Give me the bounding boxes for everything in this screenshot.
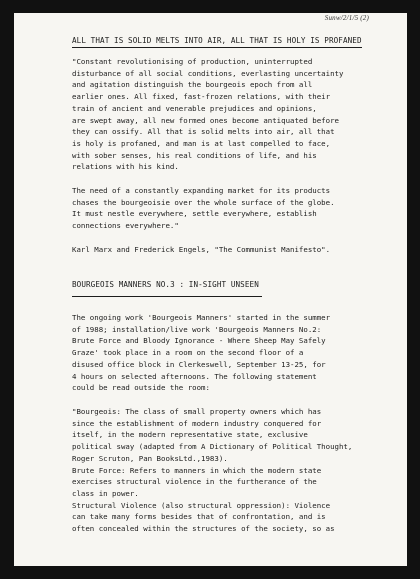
heading-2-underline: [72, 296, 262, 297]
text-line: exercises structural violence in the furtherance of the: [72, 477, 317, 487]
text-line: relations with his kind.: [72, 162, 179, 172]
text-line: The ongoing work 'Bourgeois Manners' started in the summer: [72, 313, 331, 322]
text-line: earlier ones. All fixed, fast-frozen relations, with their: [72, 92, 331, 102]
text-line: could be read outside the room:: [72, 383, 210, 393]
heading-1-underline: [72, 47, 362, 48]
text-line: they can ossify. All that is solid melts into air, all that: [72, 127, 335, 137]
text-line: is holy is profaned, and man is at last compelled to face,: [72, 138, 331, 148]
text-line: itself, in the modern representative state, exclusive: [72, 430, 308, 440]
text-line: The need of a constantly expanding market for its products: [72, 186, 331, 195]
text-line: connections everywhere.": [72, 221, 179, 231]
text-line: with sober senses, his real conditions of life, and his: [72, 150, 317, 160]
text-line: 4 hours on selected afternoons. The following statement: [72, 371, 317, 381]
text-line: can take many forms besides that of confrontation, and is: [72, 512, 326, 522]
text-line: often concealed within the structures of the society, so as: [72, 524, 335, 533]
text-line: Graze' took place in a room on the second floor of a: [72, 348, 304, 358]
text-line: chases the bourgeoisie over the whole surface of the globe.: [72, 197, 335, 207]
text-line: disturbance of all social conditions, everlasting uncertainty: [72, 68, 344, 78]
text-line: political sway (adapted from A Dictionary of Political Thought,: [72, 442, 353, 452]
quote-attribution: Karl Marx and Frederick Engels, "The Communist Manifesto".: [72, 245, 331, 254]
text-line: since the establishment of modern industry conquered for: [72, 418, 322, 428]
text-line: and agitation distinguish the bourgeois epoch from all: [72, 80, 313, 90]
text-line: of 1988; installation/live work 'Bourgeois Manners No.2:: [72, 324, 322, 334]
text-line: class in power.: [72, 488, 139, 498]
document-page: [14, 13, 407, 566]
text-line: It must nestle everywhere, settle everywhere, establish: [72, 209, 317, 219]
text-line: "Constant revolutionising of production, uninterrupted: [72, 57, 313, 66]
text-line: Structural Violence (also structural oppression): Violence: [72, 500, 331, 510]
text-line: train of ancient and venerable prejudices and opinions,: [72, 103, 317, 113]
text-line: "Bourgeois: The class of small property owners which has: [72, 407, 322, 416]
text-line: disused office block in Clerkeswell, September 13-25, for: [72, 359, 326, 369]
text-line: Roger Scruton, Pan BooksLtd.,1983).: [72, 453, 228, 463]
archive-reference-note: Sunw/2/1/5 (2): [324, 14, 369, 22]
text-line: Brute Force: Refers to manners in which the modern state: [72, 465, 322, 475]
heading-bourgeois-manners: BOURGEOIS MANNERS NO.3 : IN-SIGHT UNSEEN: [72, 280, 259, 289]
text-line: Brute Force and Bloody Ignorance - Where Sheep May Safely: [72, 336, 326, 346]
text-line: are swept away, all new formed ones become antiquated before: [72, 115, 339, 125]
heading-solid-melts: ALL THAT IS SOLID MELTS INTO AIR, ALL THAT IS HOLY IS PROFANED: [72, 36, 362, 45]
